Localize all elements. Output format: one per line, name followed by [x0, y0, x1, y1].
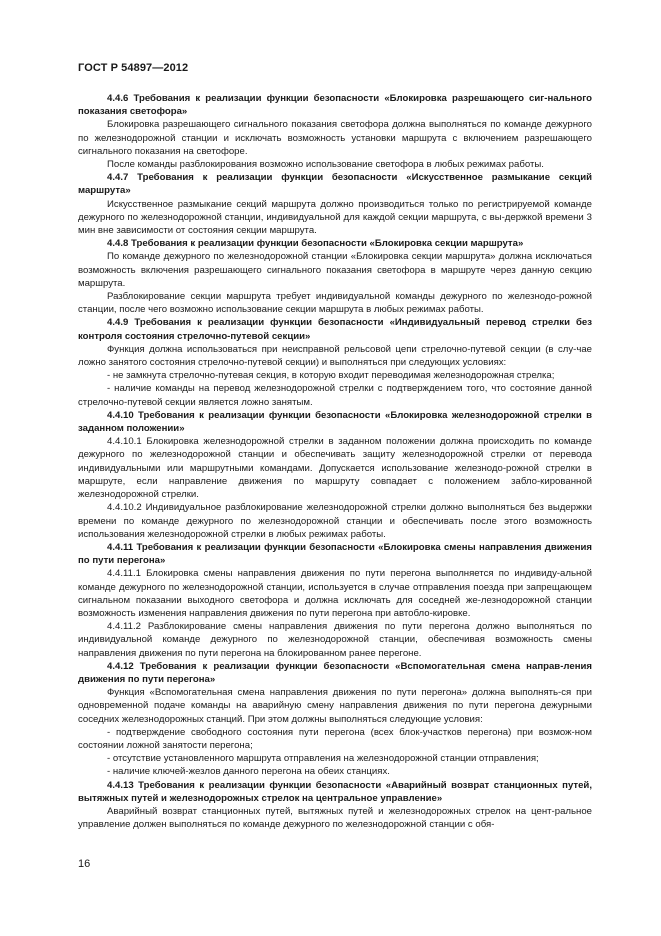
body-paragraph: 4.4.10.1 Блокировка железнодорожной стрелки в заданном положении должна происходить по команде дежурного по железнодорожной станции и обеспечивать защиту железнодорожной стрелки от перевода индивидуальными или маршрутными командами. Допускается использование железнодо-рожной стрелки в маршруте, если направление движения по маршруту совпадает с положением забло-кированной железнодорожной стрелки. [78, 436, 592, 501]
body-paragraph: Функция должна использоваться при неисправной рельсовой цепи стрелочно-путевой секции (в слу-чае ложно занятого состояния стрелочно-путевой секции) и выполняться при следующих условиях: [78, 343, 592, 369]
body-paragraph: 4.4.10.2 Индивидуальное разблокирование железнодорожной стрелки должно выполняться без выдержки времени по команде дежурного по железнодорожной станции и обеспечивать после этого возможность использования железнодорожной стрелки в любых режимах работы. [78, 502, 592, 540]
section-heading: 4.4.12 Требования к реализации функции безопасности «Вспомогательная смена направ-ления движения по пути перегона» [78, 660, 592, 685]
section-heading: 4.4.8 Требования к реализации функции безопасности «Блокировка секции маршрута» [107, 238, 524, 250]
body-paragraph: - наличие ключей-жезлов данного перегона на обеих станциях. [107, 766, 390, 778]
body-paragraph: Функция «Вспомогательная смена направления движения по пути перегона» должна выполнять-ся при одновременной подаче команды на аварийную смену направления движения по пути перегона дежурными соседних железнодорожных станций. При этом должны выполняться следующие условия: [78, 687, 592, 725]
body-paragraph: - не замкнута стрелочно-путевая секция, в которую входит переводимая железнодорожная стрелка; [107, 370, 555, 382]
document-body [78, 92, 592, 831]
section-heading: 4.4.10 Требования к реализации функции безопасности «Блокировка железнодорожной стрелки в заданном положении» [78, 409, 592, 435]
section-heading: 4.4.9 Требования к реализации функции безопасности «Индивидуальный перевод стрелки без контроля состояния стрелочно-путевой секции» [78, 317, 592, 342]
body-paragraph: Искусственное размыкание секций маршрута должно производиться только по регистрируемой команде дежурного по железнодорожной станции, индивидуальной для каждой секции маршрута, с вы-держкой времени 3 мин вне зависимости от состояния секции маршрута. [78, 198, 592, 237]
section-heading: 4.4.11 Требования к реализации функции безопасности «Блокировка смены направления движения по пути перегона» [78, 541, 592, 567]
body-paragraph: По команде дежурного по железнодорожной станции «Блокировка секции маршрута» должна исключаться возможность включения разрешающего сигнального показания светофора в маршруте через данную секцию маршрута. [78, 251, 592, 289]
section-heading: 4.4.7 Требования к реализации функции безопасности «Искусственное размыкание секций маршрута» [78, 172, 592, 197]
body-paragraph: 4.4.11.2 Разблокирование смены направления движения по пути перегона должно выполняться по индивидуальной команде дежурного по железнодорожной станции, обеспечивая возможность смены направления движения по пути перегона на блокированном ранее перегоне. [78, 621, 592, 659]
body-paragraph: - отсутствие установленного маршрута отправления на железнодорожной станции отправления; [107, 753, 539, 765]
body-paragraph: Блокировка разрешающего сигнального показания светофора должна выполняться по команде дежурного по железнодорожной станции и исключать возможность установки маршрута с включением разрешающего сигнального показания на светофоре. [78, 119, 592, 157]
page-number: 16 [78, 858, 91, 870]
body-paragraph: - подтверждение свободного состояния пути перегона (всех блок-участков перегона) при возмож-ном состоянии ложной занятости перегона; [78, 726, 592, 751]
body-paragraph: 4.4.11.1 Блокировка смены направления движения по пути перегона выполняется по индивиду-альной команде дежурного по железнодорожной станции, используется в случае отправления поезда при запрещающем сигнальном показании выходного светофора и должна исключать для соседней же-лезнодорожной станции возможность изменения направления движения по пути перегона при автобло-кировке. [78, 568, 592, 619]
body-paragraph: Аварийный возврат станционных путей, вытяжных путей и железнодорожных стрелок на цент-ральное управление должен выполняться по команде дежурного по железнодорожной станции с обя- [78, 805, 592, 831]
body-paragraph: После команды разблокирования возможно использование светофора в любых режимах работы. [107, 159, 544, 171]
section-heading: 4.4.6 Требования к реализации функции безопасности «Блокировка разрешающего сиг-нального показания светофора» [78, 93, 592, 118]
body-paragraph: - наличие команды на перевод железнодорожной стрелки с подтверждением того, что состояние данной стрелочно-путевой секции является ложно занятым. [78, 383, 592, 408]
section-heading: 4.4.13 Требования к реализации функции безопасности «Аварийный возврат станционных путей, вытяжных путей и железнодорожных стрелок на центральное управление» [78, 779, 592, 804]
body-paragraph: Разблокирование секции маршрута требует индивидуальной команды дежурного по железнодо-рожной станции, после чего возможно использование секции маршрута в любых режимах работы. [78, 291, 592, 316]
document-header: ГОСТ Р 54897—2012 [78, 62, 189, 74]
